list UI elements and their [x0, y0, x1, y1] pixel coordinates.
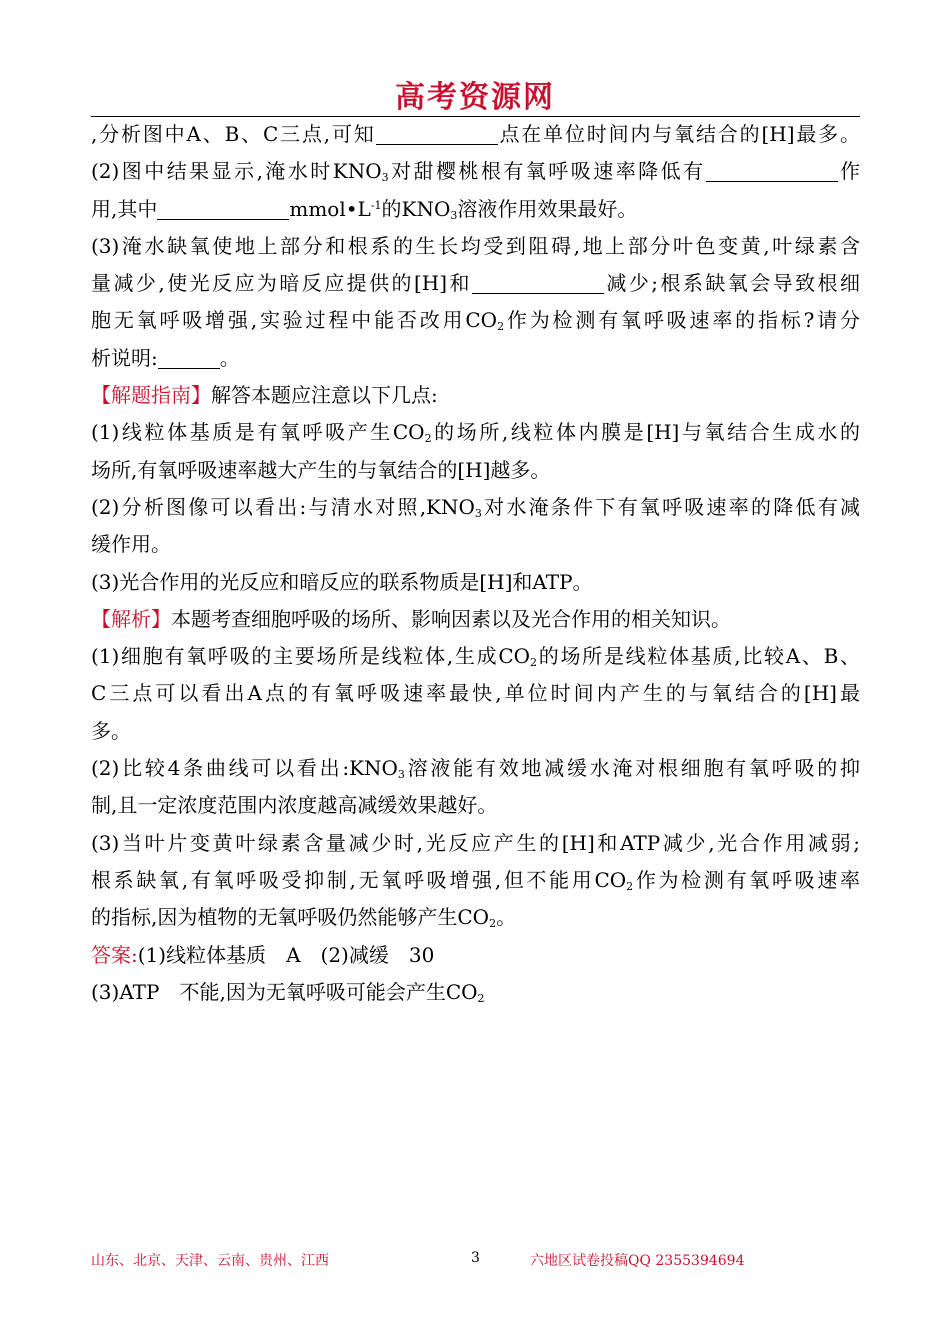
analysis-text: 多。 [91, 718, 131, 743]
question-text: 对甜樱桃根有氧呼吸速率降低有 [388, 159, 706, 184]
question-line-5 [91, 265, 860, 302]
question-line-4 [91, 228, 860, 265]
subscript: 3 [381, 171, 389, 185]
guide-line-4 [91, 526, 860, 563]
analysis-line-5 [91, 787, 860, 824]
guide-text: 对水淹条件下有氧呼吸速率的降低有减 [481, 494, 860, 519]
guide-line-5 [91, 564, 860, 601]
guide-label: 【解题指南】 [91, 383, 211, 408]
question-text: ,分析图中A、B、C三点,可知 [91, 122, 376, 146]
analysis-text: 的场所是线粒体基质,比较A、B、 [537, 644, 861, 669]
analysis-line-3 [91, 713, 860, 750]
analysis-line-8 [91, 899, 860, 936]
answer-text: (1)线粒体基质 A (2)减缓 30 [137, 942, 435, 967]
question-line-1 [91, 116, 860, 153]
subscript: 2 [489, 917, 497, 931]
question-text: mmol•L [289, 196, 371, 221]
answer-blank [706, 157, 838, 182]
guide-line-3 [91, 489, 860, 526]
answer-blank [158, 344, 220, 369]
guide-intro: 解答本题应注意以下几点: [211, 383, 438, 408]
question-text: 胞无氧呼吸增强,实验过程中能否改用CO [91, 308, 498, 333]
analysis-line-6 [91, 825, 860, 862]
analysis-text: 的指标,因为植物的无氧呼吸仍然能够产生CO [91, 905, 490, 930]
question-text: 点在单位时间内与氧结合的[H]最多。 [497, 122, 860, 146]
analysis-text: 制,且一定浓度范围内浓度越高减缓效果越好。 [91, 793, 498, 818]
analysis-line-4 [91, 750, 860, 787]
question-line-3 [91, 191, 860, 228]
question-text: 析说明: [91, 345, 158, 370]
question-line-7 [91, 340, 860, 377]
question-line-2 [91, 153, 860, 190]
question-text: 作 [837, 159, 861, 184]
site-logo-title: 高考资源网 [395, 80, 555, 115]
footer-regions: 山东、北京、天津、云南、贵州、江西 [91, 1253, 329, 1269]
question-text: 用,其中 [91, 196, 158, 221]
analysis-text: 溶液能有效地减缓水淹对根细胞有氧呼吸的抑 [404, 756, 860, 781]
subscript: 3 [450, 208, 458, 222]
analysis-text: (3)当叶片变黄叶绿素含量减少时,光反应产生的[H]和ATP减少,光合作用减弱; [91, 830, 860, 855]
analysis-line-2 [91, 675, 860, 712]
superscript: -1 [370, 198, 382, 212]
question-text: 减少;根系缺氧会导致根细 [603, 271, 860, 296]
question-text: 的KNO [381, 196, 451, 221]
analysis-label: 【解析】 [91, 606, 171, 631]
analysis-text: (1)细胞有氧呼吸的主要场所是线粒体,生成CO [91, 644, 531, 669]
answer-blank [376, 120, 498, 145]
subscript: 2 [626, 879, 634, 893]
analysis-text: (2)比较4条曲线可以看出:KNO [91, 756, 398, 781]
analysis-text: 作为检测有氧呼吸速率 [633, 867, 861, 892]
guide-text: (1)线粒体基质是有氧呼吸产生CO [91, 420, 425, 445]
guide-line-2 [91, 452, 860, 489]
subscript: 2 [497, 320, 505, 334]
analysis-line-7 [91, 862, 860, 899]
guide-line-1 [91, 414, 860, 451]
analysis-line-1 [91, 638, 860, 675]
answer-line-2 [91, 974, 860, 1011]
page-number: 3 [471, 1250, 480, 1266]
document-body [91, 116, 860, 1011]
answer-blank [157, 195, 289, 220]
analysis-text: 根系缺氧,有氧呼吸受抑制,无氧呼吸增强,但不能用CO [91, 867, 627, 892]
question-text: (2)图中结果显示,淹水时KNO [91, 159, 382, 184]
subscript: 3 [474, 506, 482, 520]
question-text: 溶液作用效果最好。 [457, 196, 638, 221]
question-text: 量减少,使光反应为暗反应提供的[H]和 [91, 271, 472, 296]
analysis-text: C三点可以看出A点的有氧呼吸速率最快,单位时间内产生的与氧结合的[H]最 [91, 681, 860, 706]
answer-blank [472, 269, 604, 294]
guide-heading [91, 377, 860, 414]
subscript: 2 [530, 656, 538, 670]
guide-text: 的场所,线粒体内膜是[H]与氧结合生成水的 [431, 420, 861, 445]
answer-label: 答案: [91, 942, 138, 967]
question-text: 作为检测有氧呼吸速率的指标?请分 [504, 308, 860, 333]
analysis-text: 。 [496, 905, 517, 930]
question-text: (3)淹水缺氧使地上部分和根系的生长均受到阻碍,地上部分叶色变黄,叶绿素含 [91, 233, 860, 258]
question-line-6 [91, 302, 860, 339]
guide-text: (2)分析图像可以看出:与清水对照,KNO [91, 494, 475, 519]
analysis-heading [91, 601, 860, 638]
guide-text: 缓作用。 [91, 532, 171, 557]
footer-contact: 六地区试卷投稿QQ 2355394694 [530, 1253, 745, 1269]
analysis-intro: 本题考查细胞呼吸的场所、影响因素以及光合作用的相关知识。 [171, 606, 731, 631]
guide-text: 场所,有氧呼吸速率越大产生的与氧结合的[H]越多。 [91, 457, 551, 482]
answer-text: (3)ATP 不能,因为无氧呼吸可能会产生CO [91, 979, 478, 1004]
subscript: 2 [424, 432, 432, 446]
question-text: 。 [219, 345, 240, 370]
guide-text: (3)光合作用的光反应和暗反应的联系物质是[H]和ATP。 [91, 569, 593, 594]
subscript: 3 [397, 768, 405, 782]
answer-line-1 [91, 937, 860, 974]
subscript: 2 [477, 991, 485, 1005]
